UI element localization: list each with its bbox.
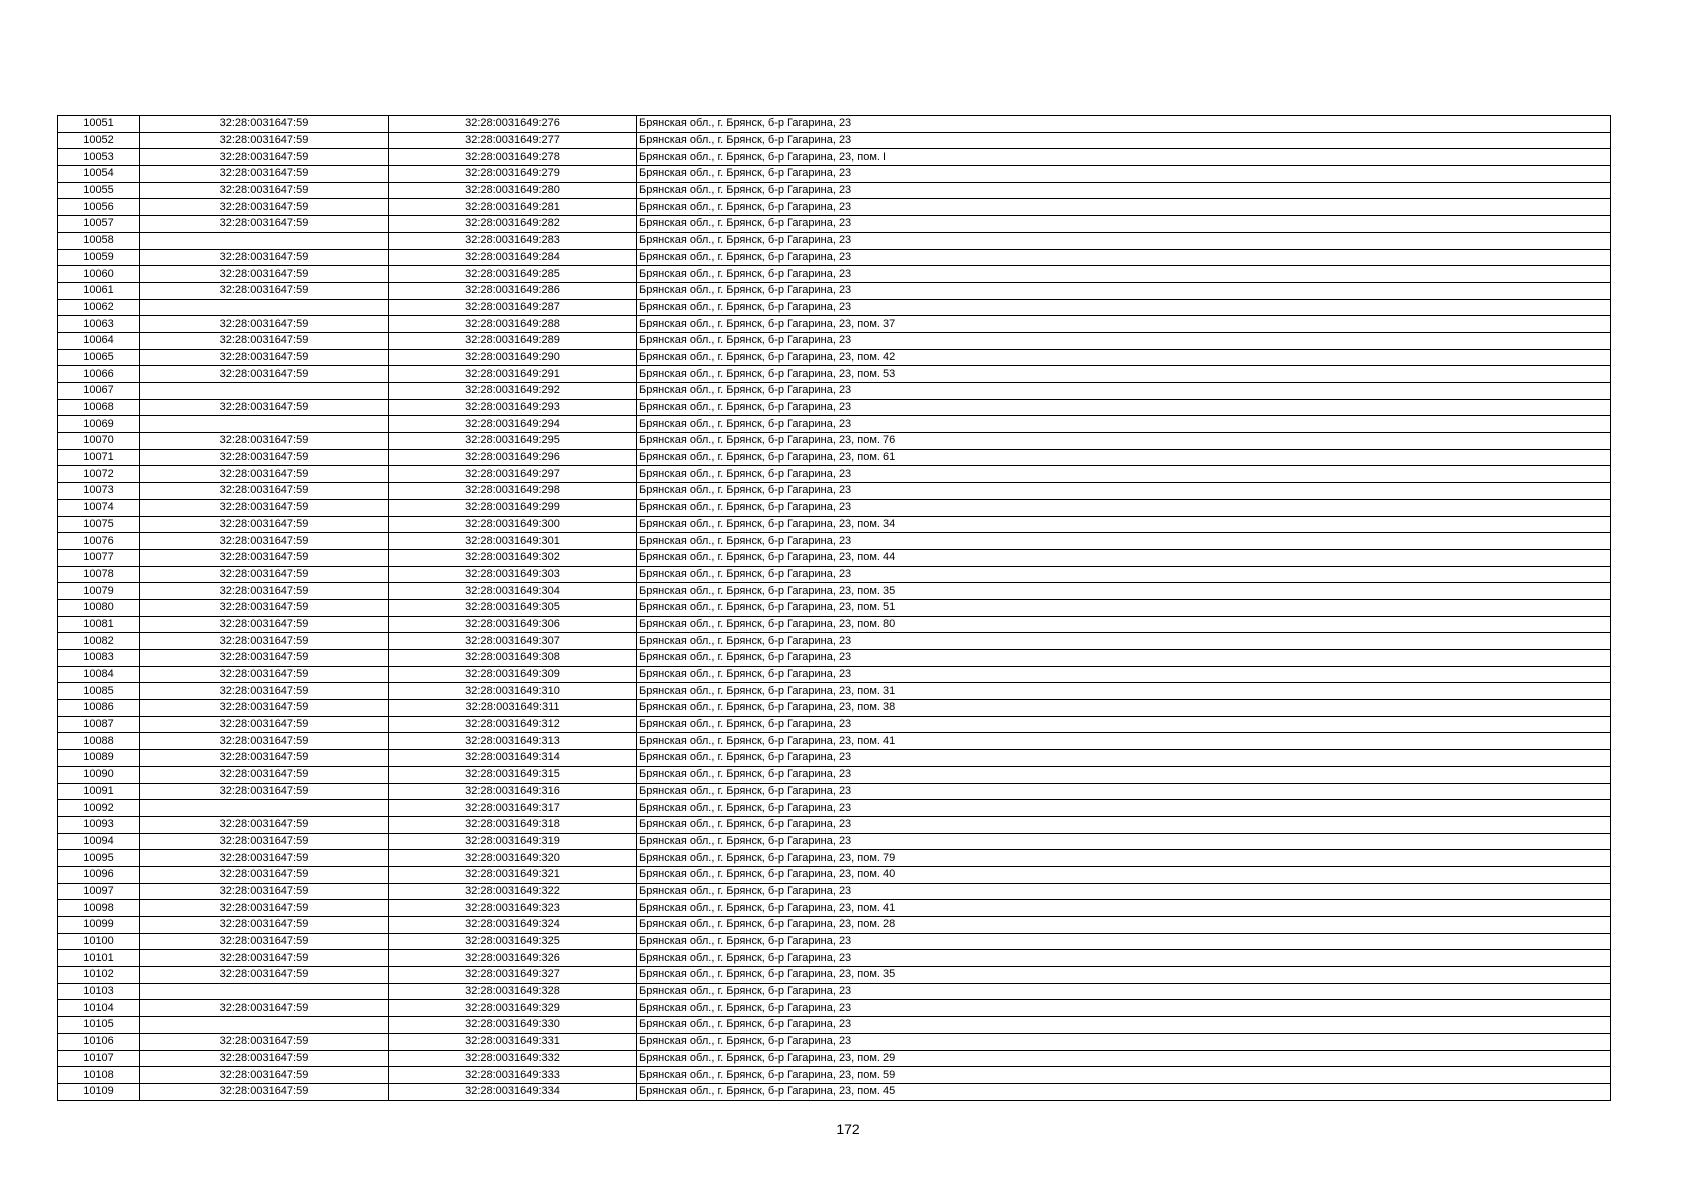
parent-cadastral-cell: 32:28:0031647:59: [140, 900, 389, 917]
address-cell: Брянская обл., г. Брянск, б-р Гагарина, 23: [637, 650, 1611, 667]
table-body: [58, 116, 1611, 1101]
row-number-cell: 10053: [58, 149, 140, 166]
cadastral-number-cell: 32:28:0031649:310: [389, 683, 637, 700]
table-row: [58, 716, 1611, 733]
row-number-cell: 10108: [58, 1067, 140, 1084]
table-row: [58, 583, 1611, 600]
table-row: [58, 1017, 1611, 1034]
parent-cadastral-cell: 32:28:0031647:59: [140, 750, 389, 767]
table-row: [58, 316, 1611, 333]
parent-cadastral-cell: 32:28:0031647:59: [140, 616, 389, 633]
table-row: [58, 967, 1611, 984]
row-number-cell: 10085: [58, 683, 140, 700]
address-cell: Брянская обл., г. Брянск, б-р Гагарина, 23: [637, 416, 1611, 433]
table-row: [58, 116, 1611, 133]
row-number-cell: 10107: [58, 1050, 140, 1067]
cadastral-number-cell: 32:28:0031649:276: [389, 116, 637, 133]
address-cell: Брянская обл., г. Брянск, б-р Гагарина, 23: [637, 983, 1611, 1000]
cadastral-number-cell: 32:28:0031649:329: [389, 1000, 637, 1017]
address-cell: Брянская обл., г. Брянск, б-р Гагарина, 23, пом. 28: [637, 917, 1611, 934]
parent-cadastral-cell: 32:28:0031647:59: [140, 566, 389, 583]
row-number-cell: 10062: [58, 299, 140, 316]
row-number-cell: 10097: [58, 883, 140, 900]
parent-cadastral-cell: 32:28:0031647:59: [140, 216, 389, 233]
parent-cadastral-cell: 32:28:0031647:59: [140, 316, 389, 333]
address-cell: Брянская обл., г. Брянск, б-р Гагарина, 23: [637, 116, 1611, 133]
address-cell: Брянская обл., г. Брянск, б-р Гагарина, 23: [637, 816, 1611, 833]
cadastral-number-cell: 32:28:0031649:299: [389, 499, 637, 516]
parent-cadastral-cell: 32:28:0031647:59: [140, 683, 389, 700]
table-row: [58, 983, 1611, 1000]
row-number-cell: 10073: [58, 483, 140, 500]
cadastral-number-cell: 32:28:0031649:280: [389, 182, 637, 199]
row-number-cell: 10064: [58, 332, 140, 349]
address-cell: Брянская обл., г. Брянск, б-р Гагарина, 23: [637, 883, 1611, 900]
table-row: [58, 249, 1611, 266]
parent-cadastral-cell: 32:28:0031647:59: [140, 666, 389, 683]
cadastral-number-cell: 32:28:0031649:327: [389, 967, 637, 984]
parent-cadastral-cell: 32:28:0031647:59: [140, 833, 389, 850]
address-cell: Брянская обл., г. Брянск, б-р Гагарина, 23: [637, 833, 1611, 850]
cadastral-number-cell: 32:28:0031649:295: [389, 433, 637, 450]
table-row: [58, 700, 1611, 717]
cadastral-number-cell: 32:28:0031649:316: [389, 783, 637, 800]
table-row: [58, 332, 1611, 349]
address-cell: Брянская обл., г. Брянск, б-р Гагарина, 23, пом. 29: [637, 1050, 1611, 1067]
parent-cadastral-cell: 32:28:0031647:59: [140, 249, 389, 266]
row-number-cell: 10058: [58, 232, 140, 249]
parent-cadastral-cell: 32:28:0031647:59: [140, 1050, 389, 1067]
parent-cadastral-cell: 32:28:0031647:59: [140, 950, 389, 967]
row-number-cell: 10101: [58, 950, 140, 967]
cadastral-number-cell: 32:28:0031649:332: [389, 1050, 637, 1067]
row-number-cell: 10102: [58, 967, 140, 984]
parent-cadastral-cell: 32:28:0031647:59: [140, 483, 389, 500]
parent-cadastral-cell: 32:28:0031647:59: [140, 282, 389, 299]
parent-cadastral-cell: 32:28:0031647:59: [140, 917, 389, 934]
parent-cadastral-cell: 32:28:0031647:59: [140, 933, 389, 950]
table-row: [58, 199, 1611, 216]
cadastral-number-cell: 32:28:0031649:312: [389, 716, 637, 733]
parent-cadastral-cell: [140, 983, 389, 1000]
row-number-cell: 10093: [58, 816, 140, 833]
cadastral-number-cell: 32:28:0031649:286: [389, 282, 637, 299]
cadastral-number-cell: 32:28:0031649:330: [389, 1017, 637, 1034]
table-row: [58, 1083, 1611, 1100]
cadastral-number-cell: 32:28:0031649:287: [389, 299, 637, 316]
table-row: [58, 950, 1611, 967]
parent-cadastral-cell: [140, 800, 389, 817]
row-number-cell: 10075: [58, 516, 140, 533]
parent-cadastral-cell: 32:28:0031647:59: [140, 449, 389, 466]
parent-cadastral-cell: 32:28:0031647:59: [140, 433, 389, 450]
cadastral-number-cell: 32:28:0031649:309: [389, 666, 637, 683]
row-number-cell: 10106: [58, 1033, 140, 1050]
address-cell: Брянская обл., г. Брянск, б-р Гагарина, 23, пом. 35: [637, 967, 1611, 984]
row-number-cell: 10082: [58, 633, 140, 650]
table-row: [58, 1033, 1611, 1050]
row-number-cell: 10098: [58, 900, 140, 917]
table-row: [58, 833, 1611, 850]
address-cell: Брянская обл., г. Брянск, б-р Гагарина, 23, пом. 51: [637, 599, 1611, 616]
address-cell: Брянская обл., г. Брянск, б-р Гагарина, 23: [637, 566, 1611, 583]
parent-cadastral-cell: 32:28:0031647:59: [140, 967, 389, 984]
table-row: [58, 566, 1611, 583]
table-row: [58, 1050, 1611, 1067]
table-row: [58, 216, 1611, 233]
table-row: [58, 750, 1611, 767]
address-cell: Брянская обл., г. Брянск, б-р Гагарина, 23: [637, 933, 1611, 950]
address-cell: Брянская обл., г. Брянск, б-р Гагарина, 23, пом. 80: [637, 616, 1611, 633]
parent-cadastral-cell: 32:28:0031647:59: [140, 1083, 389, 1100]
parent-cadastral-cell: [140, 232, 389, 249]
cadastral-number-cell: 32:28:0031649:293: [389, 399, 637, 416]
row-number-cell: 10056: [58, 199, 140, 216]
address-cell: Брянская обл., г. Брянск, б-р Гагарина, 23, пом. 40: [637, 866, 1611, 883]
address-cell: Брянская обл., г. Брянск, б-р Гагарина, 23: [637, 1017, 1611, 1034]
row-number-cell: 10087: [58, 716, 140, 733]
address-cell: Брянская обл., г. Брянск, б-р Гагарина, 23: [637, 232, 1611, 249]
table-row: [58, 933, 1611, 950]
parent-cadastral-cell: [140, 383, 389, 400]
cadastral-number-cell: 32:28:0031649:311: [389, 700, 637, 717]
row-number-cell: 10069: [58, 416, 140, 433]
row-number-cell: 10090: [58, 766, 140, 783]
parent-cadastral-cell: 32:28:0031647:59: [140, 816, 389, 833]
page-number: 172: [836, 1121, 860, 1137]
address-cell: Брянская обл., г. Брянск, б-р Гагарина, 23, пом. 45: [637, 1083, 1611, 1100]
row-number-cell: 10099: [58, 917, 140, 934]
cadastral-table: [57, 115, 1611, 1101]
cadastral-number-cell: 32:28:0031649:305: [389, 599, 637, 616]
parent-cadastral-cell: 32:28:0031647:59: [140, 332, 389, 349]
row-number-cell: 10095: [58, 850, 140, 867]
table-row: [58, 349, 1611, 366]
parent-cadastral-cell: [140, 299, 389, 316]
cadastral-number-cell: 32:28:0031649:282: [389, 216, 637, 233]
address-cell: Брянская обл., г. Брянск, б-р Гагарина, 23, пом. 76: [637, 433, 1611, 450]
table-row: [58, 282, 1611, 299]
parent-cadastral-cell: 32:28:0031647:59: [140, 533, 389, 550]
address-cell: Брянская обл., г. Брянск, б-р Гагарина, 23, пом. 37: [637, 316, 1611, 333]
parent-cadastral-cell: 32:28:0031647:59: [140, 766, 389, 783]
address-cell: Брянская обл., г. Брянск, б-р Гагарина, 23: [637, 499, 1611, 516]
table-row: [58, 399, 1611, 416]
table-row: [58, 633, 1611, 650]
table-row: [58, 850, 1611, 867]
address-cell: Брянская обл., г. Брянск, б-р Гагарина, 23, пом. 41: [637, 900, 1611, 917]
address-cell: Брянская обл., г. Брянск, б-р Гагарина, 23, пом. 31: [637, 683, 1611, 700]
table-row: [58, 433, 1611, 450]
cadastral-number-cell: 32:28:0031649:323: [389, 900, 637, 917]
parent-cadastral-cell: 32:28:0031647:59: [140, 733, 389, 750]
table-row: [58, 166, 1611, 183]
table-row: [58, 383, 1611, 400]
cadastral-number-cell: 32:28:0031649:290: [389, 349, 637, 366]
row-number-cell: 10100: [58, 933, 140, 950]
row-number-cell: 10088: [58, 733, 140, 750]
address-cell: Брянская обл., г. Брянск, б-р Гагарина, 23: [637, 266, 1611, 283]
table-row: [58, 149, 1611, 166]
table-row: [58, 650, 1611, 667]
cadastral-number-cell: 32:28:0031649:303: [389, 566, 637, 583]
table-row: [58, 232, 1611, 249]
cadastral-number-cell: 32:28:0031649:301: [389, 533, 637, 550]
table-row: [58, 449, 1611, 466]
parent-cadastral-cell: 32:28:0031647:59: [140, 633, 389, 650]
table-row: [58, 666, 1611, 683]
cadastral-number-cell: 32:28:0031649:289: [389, 332, 637, 349]
address-cell: Брянская обл., г. Брянск, б-р Гагарина, 23: [637, 282, 1611, 299]
parent-cadastral-cell: 32:28:0031647:59: [140, 499, 389, 516]
row-number-cell: 10076: [58, 533, 140, 550]
table-row: [58, 533, 1611, 550]
cadastral-number-cell: 32:28:0031649:326: [389, 950, 637, 967]
cadastral-number-cell: 32:28:0031649:318: [389, 816, 637, 833]
cadastral-number-cell: 32:28:0031649:315: [389, 766, 637, 783]
row-number-cell: 10071: [58, 449, 140, 466]
row-number-cell: 10104: [58, 1000, 140, 1017]
row-number-cell: 10086: [58, 700, 140, 717]
cadastral-number-cell: 32:28:0031649:294: [389, 416, 637, 433]
parent-cadastral-cell: 32:28:0031647:59: [140, 866, 389, 883]
row-number-cell: 10094: [58, 833, 140, 850]
cadastral-number-cell: 32:28:0031649:288: [389, 316, 637, 333]
table-row: [58, 766, 1611, 783]
cadastral-number-cell: 32:28:0031649:333: [389, 1067, 637, 1084]
address-cell: Брянская обл., г. Брянск, б-р Гагарина, 23, пом. 38: [637, 700, 1611, 717]
table-row: [58, 683, 1611, 700]
parent-cadastral-cell: 32:28:0031647:59: [140, 166, 389, 183]
table-row: [58, 516, 1611, 533]
table-row: [58, 883, 1611, 900]
cadastral-number-cell: 32:28:0031649:297: [389, 466, 637, 483]
row-number-cell: 10089: [58, 750, 140, 767]
table-row: [58, 866, 1611, 883]
parent-cadastral-cell: 32:28:0031647:59: [140, 599, 389, 616]
address-cell: Брянская обл., г. Брянск, б-р Гагарина, 23, пом. 44: [637, 549, 1611, 566]
row-number-cell: 10070: [58, 433, 140, 450]
cadastral-number-cell: 32:28:0031649:296: [389, 449, 637, 466]
parent-cadastral-cell: 32:28:0031647:59: [140, 149, 389, 166]
row-number-cell: 10066: [58, 366, 140, 383]
cadastral-number-cell: 32:28:0031649:322: [389, 883, 637, 900]
table-row: [58, 366, 1611, 383]
parent-cadastral-cell: 32:28:0031647:59: [140, 349, 389, 366]
table-row: [58, 1000, 1611, 1017]
cadastral-number-cell: 32:28:0031649:321: [389, 866, 637, 883]
row-number-cell: 10054: [58, 166, 140, 183]
cadastral-number-cell: 32:28:0031649:324: [389, 917, 637, 934]
cadastral-number-cell: 32:28:0031649:292: [389, 383, 637, 400]
row-number-cell: 10067: [58, 383, 140, 400]
address-cell: Брянская обл., г. Брянск, б-р Гагарина, 23, пом. 34: [637, 516, 1611, 533]
cadastral-number-cell: 32:28:0031649:284: [389, 249, 637, 266]
parent-cadastral-cell: 32:28:0031647:59: [140, 850, 389, 867]
row-number-cell: 10079: [58, 583, 140, 600]
address-cell: Брянская обл., г. Брянск, б-р Гагарина, 23, пом. 79: [637, 850, 1611, 867]
parent-cadastral-cell: 32:28:0031647:59: [140, 1000, 389, 1017]
address-cell: Брянская обл., г. Брянск, б-р Гагарина, 23, пом. 59: [637, 1067, 1611, 1084]
address-cell: Брянская обл., г. Брянск, б-р Гагарина, 23: [637, 716, 1611, 733]
row-number-cell: 10077: [58, 549, 140, 566]
table-row: [58, 599, 1611, 616]
row-number-cell: 10081: [58, 616, 140, 633]
cadastral-number-cell: 32:28:0031649:308: [389, 650, 637, 667]
row-number-cell: 10063: [58, 316, 140, 333]
parent-cadastral-cell: 32:28:0031647:59: [140, 182, 389, 199]
cadastral-number-cell: 32:28:0031649:334: [389, 1083, 637, 1100]
row-number-cell: 10103: [58, 983, 140, 1000]
parent-cadastral-cell: 32:28:0031647:59: [140, 399, 389, 416]
cadastral-number-cell: 32:28:0031649:306: [389, 616, 637, 633]
parent-cadastral-cell: 32:28:0031647:59: [140, 650, 389, 667]
row-number-cell: 10052: [58, 132, 140, 149]
address-cell: Брянская обл., г. Брянск, б-р Гагарина, 23: [637, 483, 1611, 500]
address-cell: Брянская обл., г. Брянск, б-р Гагарина, 23: [637, 750, 1611, 767]
address-cell: Брянская обл., г. Брянск, б-р Гагарина, 23: [637, 633, 1611, 650]
cadastral-number-cell: 32:28:0031649:285: [389, 266, 637, 283]
table-row: [58, 917, 1611, 934]
address-cell: Брянская обл., г. Брянск, б-р Гагарина, 23: [637, 783, 1611, 800]
cadastral-number-cell: 32:28:0031649:298: [389, 483, 637, 500]
cadastral-number-cell: 32:28:0031649:300: [389, 516, 637, 533]
cadastral-number-cell: 32:28:0031649:313: [389, 733, 637, 750]
table-row: [58, 466, 1611, 483]
cadastral-number-cell: 32:28:0031649:328: [389, 983, 637, 1000]
parent-cadastral-cell: 32:28:0031647:59: [140, 783, 389, 800]
address-cell: Брянская обл., г. Брянск, б-р Гагарина, 23, пом. 35: [637, 583, 1611, 600]
parent-cadastral-cell: 32:28:0031647:59: [140, 1067, 389, 1084]
row-number-cell: 10057: [58, 216, 140, 233]
row-number-cell: 10059: [58, 249, 140, 266]
table-row: [58, 1067, 1611, 1084]
cadastral-number-cell: 32:28:0031649:319: [389, 833, 637, 850]
cadastral-number-cell: 32:28:0031649:307: [389, 633, 637, 650]
row-number-cell: 10092: [58, 800, 140, 817]
parent-cadastral-cell: [140, 1017, 389, 1034]
address-cell: Брянская обл., г. Брянск, б-р Гагарина, 23: [637, 1033, 1611, 1050]
address-cell: Брянская обл., г. Брянск, б-р Гагарина, 23: [637, 666, 1611, 683]
parent-cadastral-cell: 32:28:0031647:59: [140, 883, 389, 900]
address-cell: Брянская обл., г. Брянск, б-р Гагарина, 23: [637, 766, 1611, 783]
row-number-cell: 10060: [58, 266, 140, 283]
address-cell: Брянская обл., г. Брянск, б-р Гагарина, 23: [637, 216, 1611, 233]
table-row: [58, 800, 1611, 817]
row-number-cell: 10080: [58, 599, 140, 616]
table-row: [58, 783, 1611, 800]
cadastral-number-cell: 32:28:0031649:279: [389, 166, 637, 183]
cadastral-number-cell: 32:28:0031649:278: [389, 149, 637, 166]
cadastral-number-cell: 32:28:0031649:277: [389, 132, 637, 149]
parent-cadastral-cell: 32:28:0031647:59: [140, 700, 389, 717]
parent-cadastral-cell: 32:28:0031647:59: [140, 583, 389, 600]
address-cell: Брянская обл., г. Брянск, б-р Гагарина, 23, пом. I: [637, 149, 1611, 166]
parent-cadastral-cell: 32:28:0031647:59: [140, 132, 389, 149]
cadastral-number-cell: 32:28:0031649:317: [389, 800, 637, 817]
cadastral-number-cell: 32:28:0031649:320: [389, 850, 637, 867]
address-cell: Брянская обл., г. Брянск, б-р Гагарина, 23: [637, 800, 1611, 817]
parent-cadastral-cell: 32:28:0031647:59: [140, 516, 389, 533]
parent-cadastral-cell: 32:28:0031647:59: [140, 116, 389, 133]
address-cell: Брянская обл., г. Брянск, б-р Гагарина, 23: [637, 249, 1611, 266]
table-row: [58, 733, 1611, 750]
address-cell: Брянская обл., г. Брянск, б-р Гагарина, 23: [637, 182, 1611, 199]
table-row: [58, 299, 1611, 316]
row-number-cell: 10096: [58, 866, 140, 883]
address-cell: Брянская обл., г. Брянск, б-р Гагарина, 23: [637, 533, 1611, 550]
parent-cadastral-cell: 32:28:0031647:59: [140, 266, 389, 283]
row-number-cell: 10084: [58, 666, 140, 683]
row-number-cell: 10078: [58, 566, 140, 583]
address-cell: Брянская обл., г. Брянск, б-р Гагарина, 23: [637, 950, 1611, 967]
table-row: [58, 900, 1611, 917]
address-cell: Брянская обл., г. Брянск, б-р Гагарина, 23: [637, 166, 1611, 183]
table-row: [58, 182, 1611, 199]
address-cell: Брянская обл., г. Брянск, б-р Гагарина, 23, пом. 61: [637, 449, 1611, 466]
table-row: [58, 499, 1611, 516]
row-number-cell: 10083: [58, 650, 140, 667]
address-cell: Брянская обл., г. Брянск, б-р Гагарина, 23: [637, 383, 1611, 400]
table-row: [58, 549, 1611, 566]
parent-cadastral-cell: 32:28:0031647:59: [140, 716, 389, 733]
row-number-cell: 10105: [58, 1017, 140, 1034]
parent-cadastral-cell: 32:28:0031647:59: [140, 366, 389, 383]
address-cell: Брянская обл., г. Брянск, б-р Гагарина, 23: [637, 299, 1611, 316]
table-row: [58, 266, 1611, 283]
address-cell: Брянская обл., г. Брянск, б-р Гагарина, 23: [637, 332, 1611, 349]
row-number-cell: 10109: [58, 1083, 140, 1100]
row-number-cell: 10091: [58, 783, 140, 800]
parent-cadastral-cell: 32:28:0031647:59: [140, 466, 389, 483]
table-row: [58, 483, 1611, 500]
cadastral-number-cell: 32:28:0031649:291: [389, 366, 637, 383]
cadastral-number-cell: 32:28:0031649:331: [389, 1033, 637, 1050]
cadastral-number-cell: 32:28:0031649:314: [389, 750, 637, 767]
address-cell: Брянская обл., г. Брянск, б-р Гагарина, 23: [637, 132, 1611, 149]
table-row: [58, 416, 1611, 433]
parent-cadastral-cell: 32:28:0031647:59: [140, 549, 389, 566]
address-cell: Брянская обл., г. Брянск, б-р Гагарина, 23: [637, 466, 1611, 483]
address-cell: Брянская обл., г. Брянск, б-р Гагарина, 23: [637, 1000, 1611, 1017]
table-row: [58, 816, 1611, 833]
parent-cadastral-cell: 32:28:0031647:59: [140, 199, 389, 216]
cadastral-number-cell: 32:28:0031649:281: [389, 199, 637, 216]
address-cell: Брянская обл., г. Брянск, б-р Гагарина, 23, пом. 42: [637, 349, 1611, 366]
table-row: [58, 616, 1611, 633]
address-cell: Брянская обл., г. Брянск, б-р Гагарина, 23: [637, 399, 1611, 416]
table-row: [58, 132, 1611, 149]
cadastral-number-cell: 32:28:0031649:304: [389, 583, 637, 600]
row-number-cell: 10061: [58, 282, 140, 299]
row-number-cell: 10065: [58, 349, 140, 366]
row-number-cell: 10068: [58, 399, 140, 416]
parent-cadastral-cell: 32:28:0031647:59: [140, 1033, 389, 1050]
address-cell: Брянская обл., г. Брянск, б-р Гагарина, 23: [637, 199, 1611, 216]
row-number-cell: 10051: [58, 116, 140, 133]
cadastral-number-cell: 32:28:0031649:325: [389, 933, 637, 950]
row-number-cell: 10055: [58, 182, 140, 199]
row-number-cell: 10074: [58, 499, 140, 516]
row-number-cell: 10072: [58, 466, 140, 483]
cadastral-number-cell: 32:28:0031649:302: [389, 549, 637, 566]
parent-cadastral-cell: [140, 416, 389, 433]
address-cell: Брянская обл., г. Брянск, б-р Гагарина, 23, пом. 53: [637, 366, 1611, 383]
cadastral-number-cell: 32:28:0031649:283: [389, 232, 637, 249]
address-cell: Брянская обл., г. Брянск, б-р Гагарина, 23, пом. 41: [637, 733, 1611, 750]
